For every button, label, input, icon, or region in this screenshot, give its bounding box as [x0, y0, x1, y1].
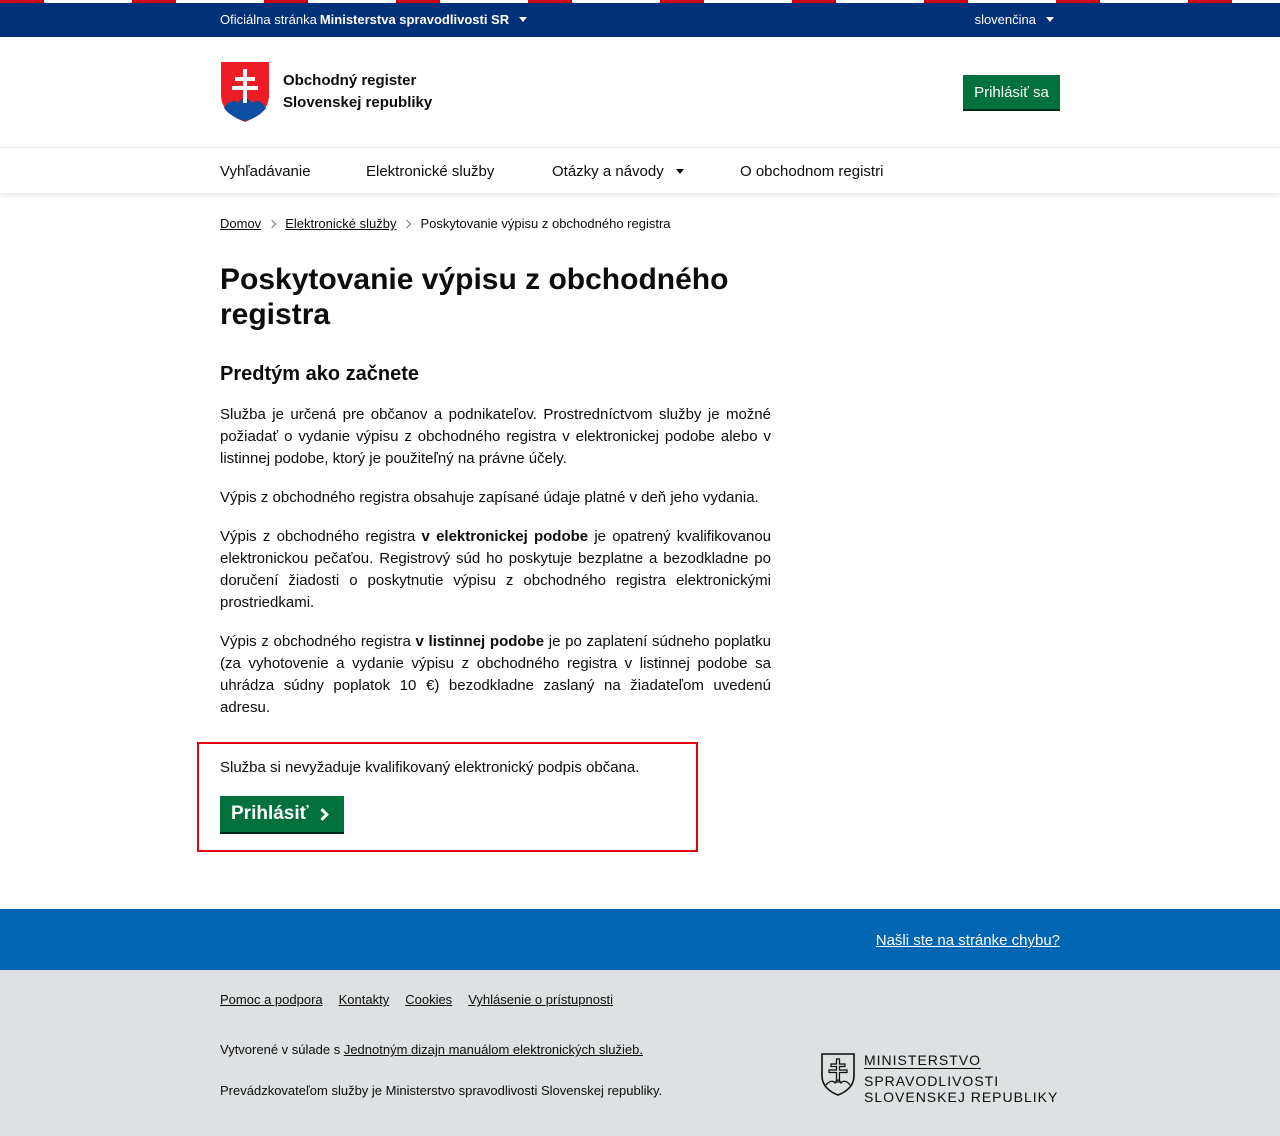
flag-stripe — [1100, 0, 1144, 3]
flag-stripe — [308, 0, 352, 3]
chevron-right-icon — [316, 808, 329, 821]
breadcrumb — [220, 216, 671, 231]
flag-stripe — [836, 0, 880, 3]
flag-stripe — [792, 0, 836, 3]
ministry-line-2: SPRAVODLIVOSTI — [864, 1073, 1000, 1089]
page-title-line-2: registra — [220, 298, 331, 331]
paper-form-paragraph — [220, 631, 771, 719]
main-content — [220, 262, 771, 719]
flag-stripe — [264, 0, 308, 3]
flag-stripe — [1056, 0, 1100, 3]
flag-stripe — [880, 0, 924, 3]
bold-text: v listinnej podobe — [415, 633, 545, 650]
official-bar — [0, 0, 1280, 37]
flag-stripe — [924, 0, 968, 3]
nav-item-label: Otázky a návody — [552, 163, 664, 180]
nav-item-search[interactable] — [220, 163, 311, 180]
flag-stripe — [44, 0, 88, 3]
flag-stripe — [572, 0, 616, 3]
text-span: Výpis z obchodného registra — [220, 528, 422, 545]
text-span: je opatrený kvalifikovanou elektronickou pečaťou. Registrový súd ho poskytuje bezplatne a bezodkladne po doručení žiadosti o poskytnutie výpisu z obchodného registra elektronickými prostriedkami. — [220, 528, 771, 611]
slovak-coat-of-arms-logo[interactable] — [220, 61, 270, 123]
site-header — [0, 37, 1280, 148]
flag-stripe — [484, 0, 528, 3]
official-site-toggle[interactable] — [220, 12, 527, 27]
flag-stripe — [1144, 0, 1188, 3]
ministry-line-3: SLOVENSKEJ REPUBLIKY — [864, 1089, 1059, 1105]
feedback-band — [0, 909, 1280, 970]
nav-item-label: O obchodnom registri — [740, 163, 884, 180]
flag-stripe — [616, 0, 660, 3]
flag-stripes — [0, 0, 1280, 3]
flag-stripe — [704, 0, 748, 3]
breadcrumb-home-link[interactable]: Domov — [220, 216, 262, 231]
start-button-label: Prihlásiť — [231, 803, 309, 824]
official-ministry: Ministerstva spravodlivosti SR — [319, 12, 510, 27]
official-prefix: Oficiálna stránka — [220, 12, 317, 27]
flag-stripe — [1232, 0, 1276, 3]
flag-stripe — [132, 0, 176, 3]
electronic-form-paragraph — [220, 526, 771, 614]
ministry-name — [864, 1052, 1058, 1105]
breadcrumb-parent-link[interactable]: Elektronické služby — [285, 216, 397, 231]
flag-stripe — [1188, 0, 1232, 3]
chevron-right-icon — [403, 219, 411, 227]
brand-line-2: Slovenskej republiky — [283, 94, 433, 111]
page-title-line-1: Poskytovanie výpisu z obchodného — [220, 263, 729, 296]
footer-link-accessibility[interactable]: Vyhlásenie o prístupnosti — [468, 992, 613, 1007]
text-span: Výpis z obchodného registra — [220, 633, 416, 650]
language-selector[interactable] — [975, 12, 1054, 27]
site-footer — [0, 970, 1280, 1136]
intro-paragraph: Služba je určená pre občanov a podnikateľov. Prostredníctvom služby je možné požiadať o vydanie výpisu z obchodného registra v elektronickej podobe alebo v listinnej podobe, ktorý je použiteľný na právne účely. — [220, 406, 771, 467]
design-manual-prefix: Vytvorené v súlade s — [220, 1042, 344, 1057]
footer-link-cookies[interactable]: Cookies — [405, 992, 453, 1007]
brand-line-1: Obchodný register — [283, 72, 417, 89]
login-button[interactable]: Prihlásiť sa — [963, 75, 1060, 111]
design-manual-link[interactable]: Jednotným dizajn manuálom elektronických služieb. — [343, 1042, 643, 1057]
flag-stripe — [440, 0, 484, 3]
design-manual-note — [220, 1042, 643, 1057]
operator-note: Prevádzkovateľom služby je Ministerstvo spravodlivosti Slovenskej republiky. — [220, 1083, 663, 1098]
footer-link-help[interactable]: Pomoc a podpora — [220, 992, 323, 1007]
section-title: Predtým ako začnete — [220, 363, 419, 385]
flag-stripe — [1012, 0, 1056, 3]
footer-link-contacts[interactable]: Kontakty — [338, 992, 390, 1007]
flag-stripe — [968, 0, 1012, 3]
nav-item-electronic-services[interactable] — [366, 163, 494, 180]
ministry-logo[interactable] — [820, 1052, 1058, 1105]
chevron-right-icon — [268, 219, 276, 227]
report-error-link[interactable]: Našli ste na stránke chybu? — [875, 932, 1060, 949]
flag-stripe — [88, 0, 132, 3]
ministry-emblem-icon — [820, 1052, 856, 1096]
text-span: je po zaplatení súdneho poplatku (za vyhotovenie a vydanie výpisu z obchodného registra v listinnej podobe sa uhrádza súdny poplatok 10 €) bezodkladne zaslaný na žiadateľom uvedenú adresu. — [220, 633, 771, 716]
nav-item-label: Elektronické služby — [366, 163, 495, 180]
site-brand[interactable] — [283, 70, 432, 114]
flag-stripe — [1276, 0, 1280, 3]
language-label: slovenčina — [974, 12, 1036, 27]
ministry-line-1: MINISTERSTVO — [864, 1052, 982, 1068]
breadcrumb-current: Poskytovanie výpisu z obchodného registra — [420, 216, 671, 231]
bold-text: v elektronickej podobe — [421, 528, 589, 545]
chevron-down-icon — [676, 169, 684, 174]
main-navigation — [0, 149, 1280, 193]
start-service-button[interactable] — [220, 796, 344, 834]
flag-stripe — [748, 0, 792, 3]
chevron-down-icon — [1046, 17, 1054, 22]
flag-stripe — [220, 0, 264, 3]
flag-stripe — [352, 0, 396, 3]
flag-stripe — [660, 0, 704, 3]
page-title — [220, 262, 771, 332]
nav-item-about-register[interactable] — [740, 163, 883, 180]
footer-links — [220, 992, 629, 1007]
signature-notice: Služba si nevyžaduje kvalifikovaný elektronický podpis občana. — [220, 759, 640, 776]
chevron-down-icon — [519, 17, 527, 22]
content-paragraph: Výpis z obchodného registra obsahuje zapísané údaje platné v deň jeho vydania. — [220, 489, 759, 506]
nav-item-questions-guides[interactable] — [552, 163, 684, 180]
flag-stripe — [396, 0, 440, 3]
flag-stripe — [528, 0, 572, 3]
nav-item-label: Vyhľadávanie — [220, 163, 311, 180]
flag-stripe — [176, 0, 220, 3]
flag-stripe — [0, 0, 44, 3]
